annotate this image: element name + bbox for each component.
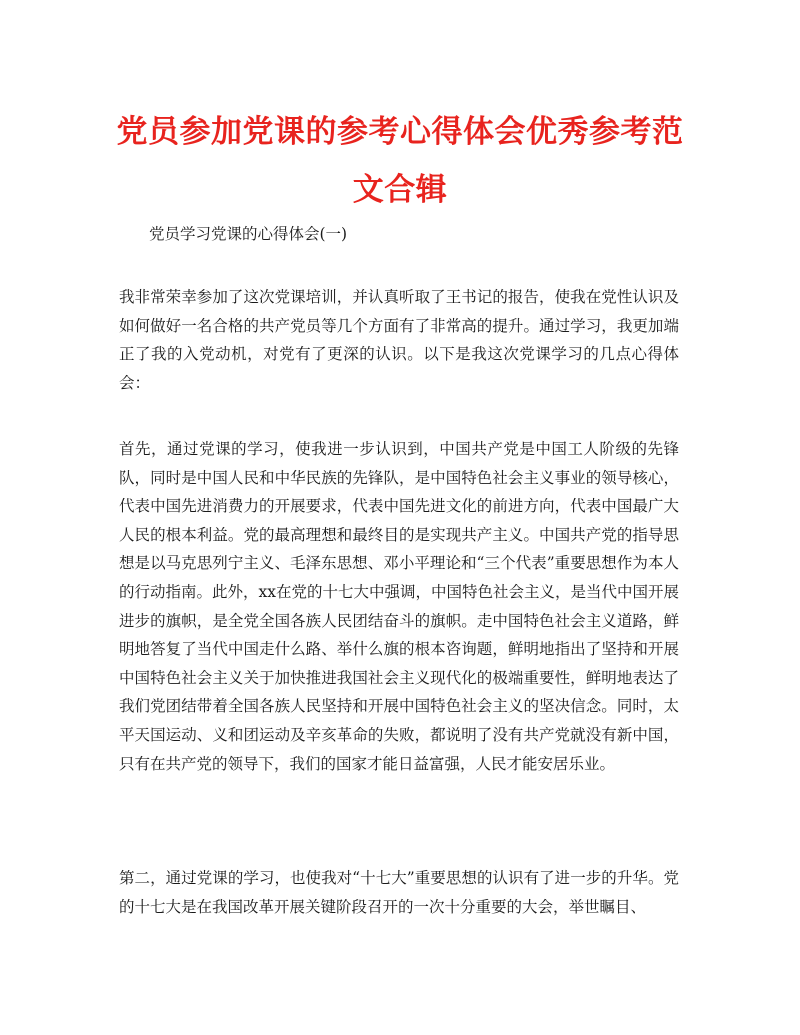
body-paragraph-1: 我非常荣幸参加了这次党课培训，并认真听取了王书记的报告，使我在党性认识及如何做好一名合格的共产党员等几个方面有了非常高的提升。通过学习，我更加端正了我的入党动机，对党有了更深的认识。以下是我这次党课学习的几点心得体会： — [119, 288, 679, 392]
section-heading: 党员学习党课的心得体会(一) — [149, 225, 348, 243]
body-paragraph-2: 首先，通过党课的学习，使我进一步认识到，中国共产党是中国工人阶级的先锋队，同时是中国人民和中华民族的先锋队，是中国特色社会主义事业的领导核心，代表中国先进消费力的开展要求，代表中国先进文化的前进方向，代表中国最广大人民的根本利益。党的最高理想和最终目的是实现共产主义。中国共产党的指导思想是以马克思列宁主义、毛泽东思想、邓小平理论和“三个代表”重要思想作为本人的行动指南。此外，xx在党的十七大中强调，中国特色社会主义，是当代中国开展进步的旗帜，是全党全国各族人民团结奋斗的旗帜。走中国特色社会主义道路，鲜明地答复了当代中国走什么路、举什么旗的根本咨询题，鲜明地指出了坚持和开展中国特色社会主义关于加快推进我国社会主义现代化的极端重要性，鲜明地表达了我们党团结带着全国各族人民坚持和开展中国特色社会主义的坚决信念。同时，太平天国运动、义和团运动及辛亥革命的失败，都说明了没有共产党就没有新中国，只有在共产党的领导下，我们的国家才能日益富强，人民才能安居乐业。 — [119, 440, 679, 773]
document-title: 党员参加党课的参考心得体会优秀参考范文合辑 — [116, 114, 684, 208]
body-paragraph-3: 第二，通过党课的学习，也使我对“十七大”重要思想的认识有了进一步的升华。党的十七大是在我国改革开展关键阶段召开的一次十分重要的大会，举世瞩目、 — [119, 869, 679, 916]
